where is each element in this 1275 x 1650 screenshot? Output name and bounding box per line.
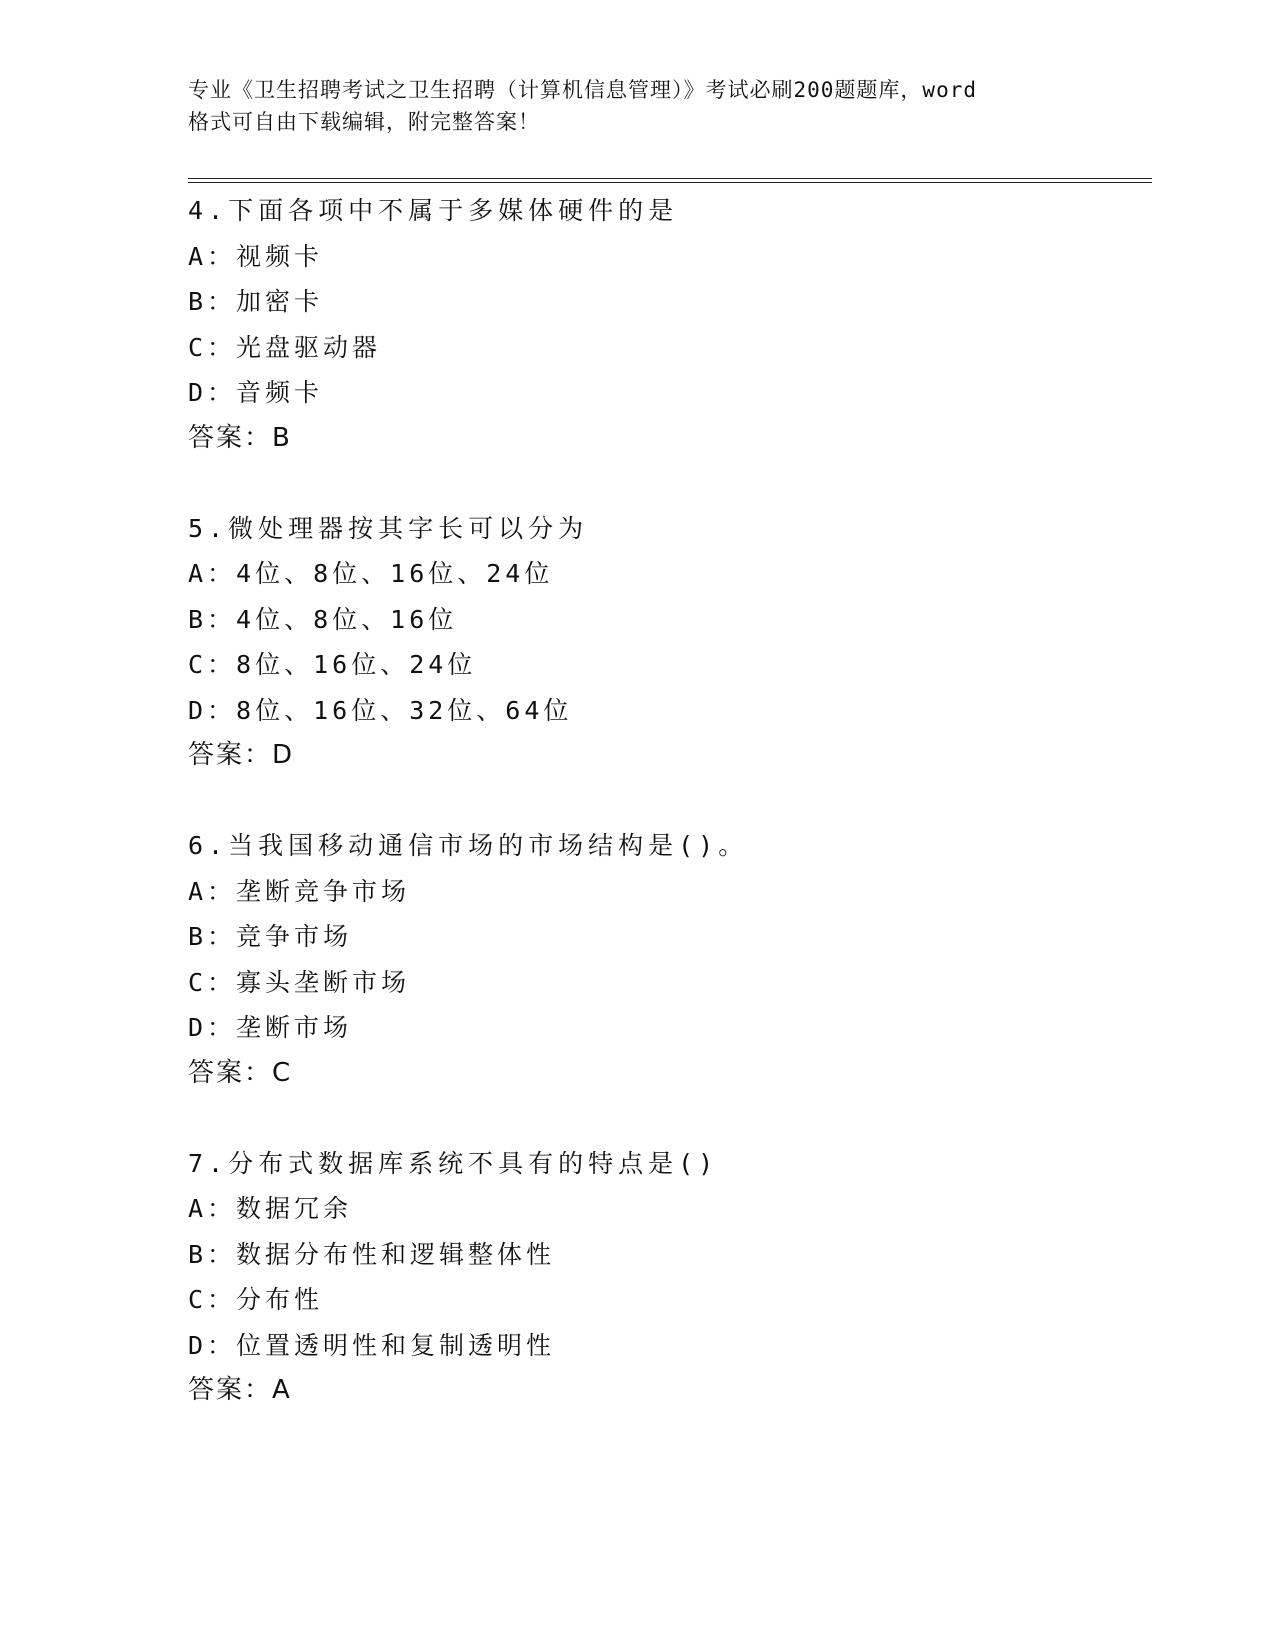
question-stem: 7.分布式数据库系统不具有的特点是() [188, 1148, 719, 1178]
option-d: D：音频卡 [188, 378, 324, 407]
question-list [188, 188, 1148, 1458]
option-c: C：光盘驱动器 [188, 332, 382, 362]
option-a: A：垄断竞争市场 [188, 876, 411, 906]
answer-line: 答案：D [188, 740, 295, 770]
answer-line: 答案：A [188, 1375, 292, 1405]
option-a: A：视频卡 [188, 241, 324, 271]
option-c: C：分布性 [188, 1285, 324, 1314]
option-d: D：8位、16位、32位、64位 [188, 695, 573, 725]
question-stem: 6.当我国移动通信市场的市场结构是()。 [188, 831, 749, 860]
option-d: D：垄断市场 [188, 1013, 353, 1042]
option-c: C：寡头垄断市场 [188, 967, 411, 997]
option-c: C：8位、16位、24位 [188, 650, 477, 679]
header-divider [188, 178, 1152, 183]
option-d: D：位置透明性和复制透明性 [188, 1330, 556, 1360]
header-line-2: 格式可自由下载编辑，附完整答案！ [188, 110, 540, 134]
document-page [188, 0, 1148, 1650]
header-line-1: 专业《卫生招聘考试之卫生招聘（计算机信息管理）》考试必刷200题题库，word [188, 78, 977, 102]
answer-line: 答案：C [188, 1057, 293, 1088]
question-6 [188, 823, 1148, 1095]
question-4 [188, 188, 1148, 460]
option-b: B：竞争市场 [188, 922, 353, 951]
option-b: B：4位、8位、16位 [188, 604, 458, 634]
question-stem: 4.下面各项中不属于多媒体硬件的是 [188, 196, 679, 225]
option-a: A：数据冗余 [188, 1194, 353, 1223]
option-a: A：4位、8位、16位、24位 [188, 559, 554, 588]
question-5 [188, 506, 1148, 778]
option-b: B：数据分布性和逻辑整体性 [188, 1239, 556, 1269]
option-b: B：加密卡 [188, 287, 324, 316]
question-7 [188, 1141, 1148, 1413]
answer-line: 答案：B [188, 422, 292, 453]
document-header [188, 74, 1088, 138]
question-stem: 5.微处理器按其字长可以分为 [188, 513, 589, 543]
